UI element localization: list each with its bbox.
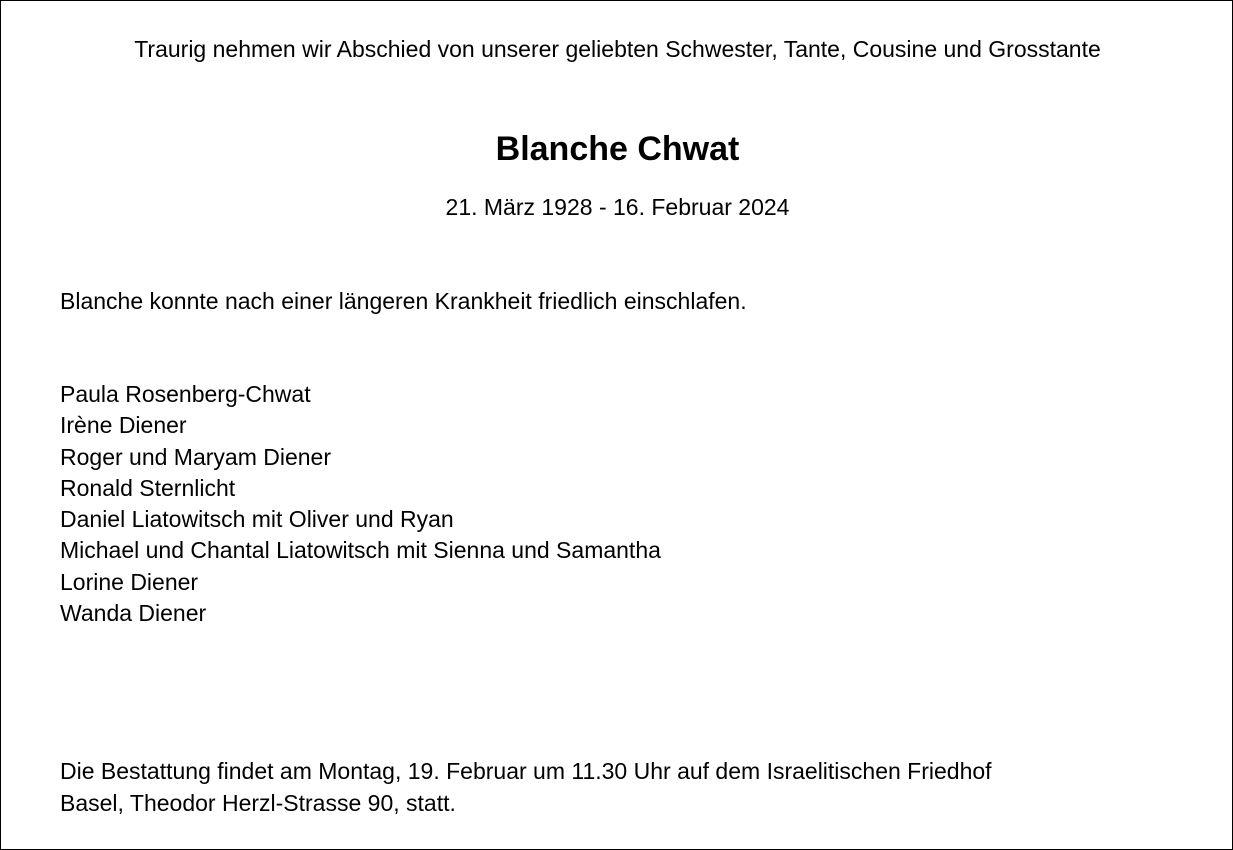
mourner-item: Ronald Sternlicht [60,474,236,501]
mourners-list [60,379,661,629]
mourner-item: Paula Rosenberg-Chwat [60,381,311,407]
mourner-item: Lorine Diener [60,568,199,595]
mourner-item: Roger und Maryam Diener [60,443,332,470]
intro-text: Traurig nehmen wir Abschied von unserer geliebten Schwester, Tante, Cousine und Grosstante [134,36,1101,62]
funeral-info [60,756,1200,819]
mourner-item: Michael und Chantal Liatowitsch mit Sienna und Samantha [60,537,661,564]
deceased-name: Blanche Chwat [495,130,740,168]
life-dates: 21. März 1928 - 16. Februar 2024 [445,194,790,220]
funeral-line: Basel, Theodor Herzl-Strasse 90, statt. [60,789,456,816]
message-text: Blanche konnte nach einer längeren Krankheit friedlich einschlafen. [60,288,747,314]
funeral-line: Die Bestattung findet am Montag, 19. Februar um 11.30 Uhr auf dem Israelitischen Friedhof [60,758,992,784]
mourner-item: Daniel Liatowitsch mit Oliver und Ryan [60,506,454,533]
mourner-item: Irène Diener [60,412,187,439]
mourner-item: Wanda Diener [60,600,207,627]
